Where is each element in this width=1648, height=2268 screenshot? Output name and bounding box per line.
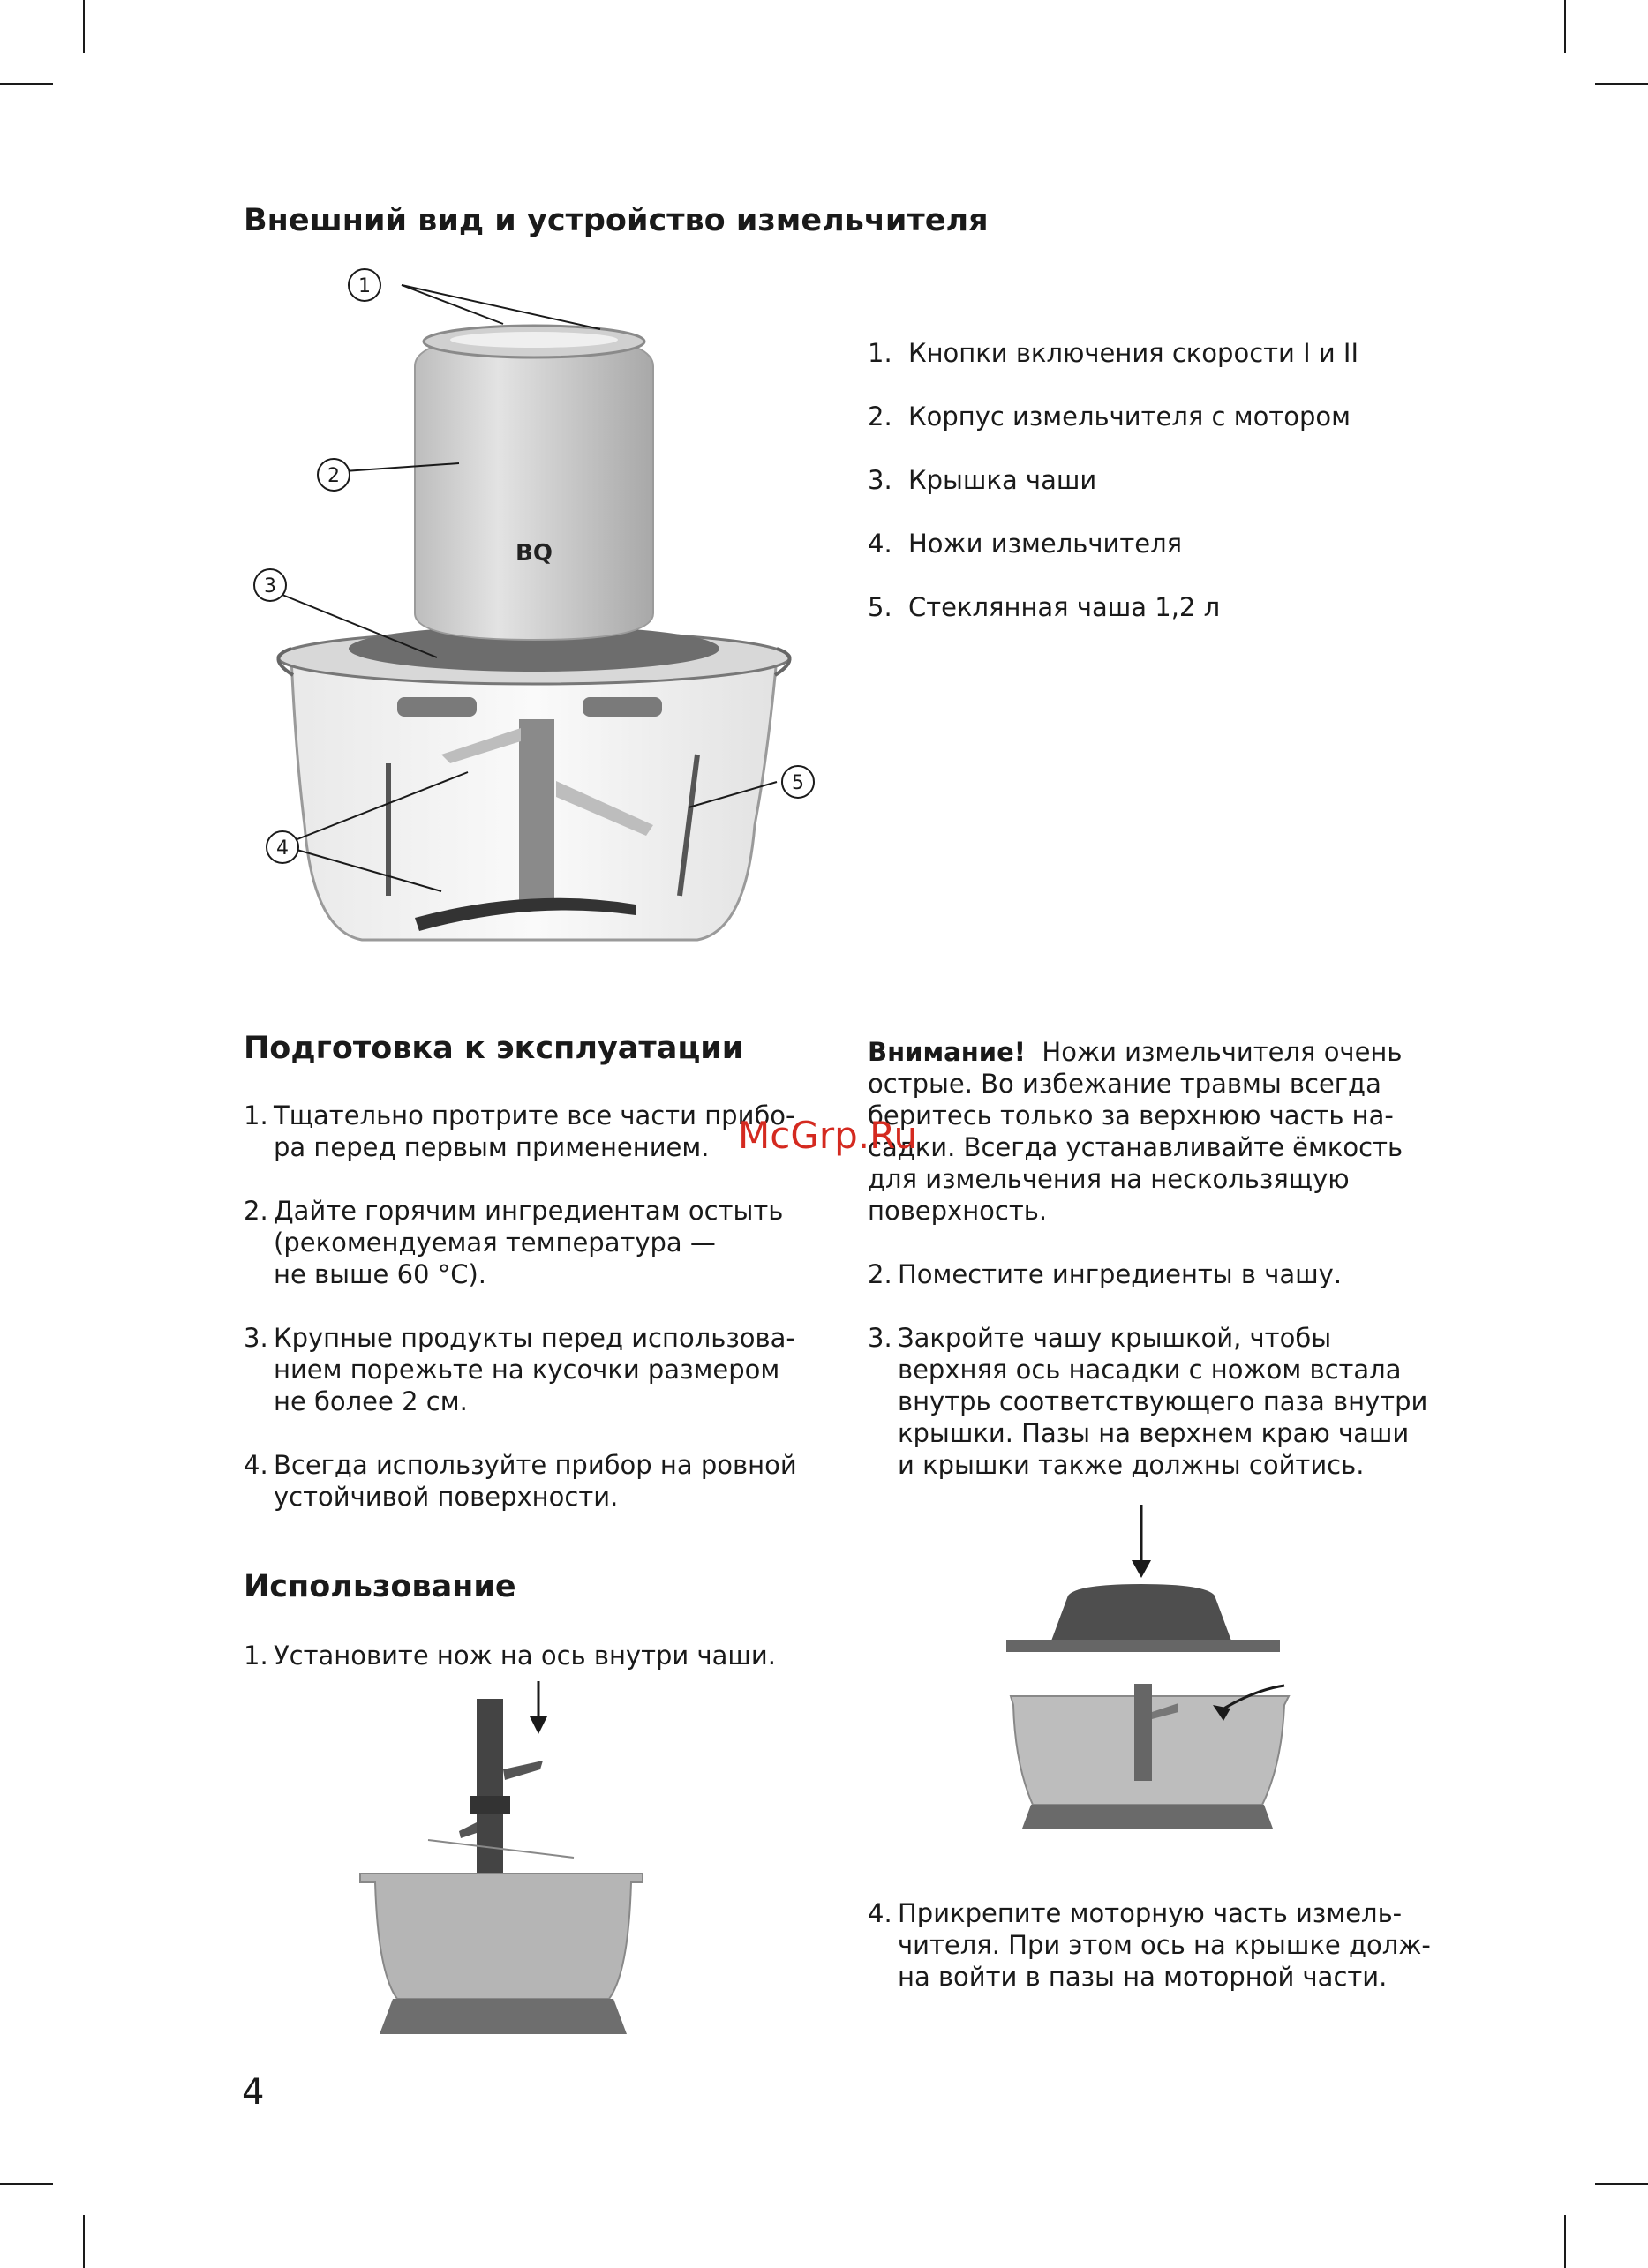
- crop-mark: [83, 2215, 85, 2268]
- chopper-illustration: [238, 260, 839, 975]
- brand-logo: BQ: [515, 540, 553, 567]
- list-text: Дайте горячим ингредиентам остыть (рекомендуемая температура — не выше 60 °C).: [274, 1196, 784, 1289]
- callout-1: 1: [358, 275, 371, 297]
- list-number: 4.: [868, 1898, 892, 1928]
- list-number: 2.: [244, 1196, 268, 1226]
- warning-block: Внимание! Ножи измельчителя очень острые. Во избежание травмы всегда беритесь только за верхнюю часть на- садки. Всегда устанавливайте ёмкость для измельчения на нескользящую поверхность.: [868, 1037, 1403, 1226]
- list-text: Прикрепите моторную часть измель- чителя. При этом ось на крышке долж- на войти в пазы на моторной части.: [898, 1898, 1431, 1992]
- list-text: Установите нож на ось внутри чаши.: [274, 1641, 776, 1671]
- warning-label: Внимание!: [868, 1037, 1026, 1067]
- crop-mark: [83, 0, 85, 53]
- crop-mark: [1564, 0, 1566, 53]
- list-number: 3.: [868, 465, 892, 495]
- list-text: Кнопки включения скорости I и II: [908, 338, 1359, 368]
- page-number: 4: [242, 2072, 265, 2113]
- list-number: 1.: [244, 1641, 268, 1671]
- list-number: 4.: [868, 529, 892, 559]
- list-number: 1.: [244, 1100, 268, 1130]
- crop-mark: [0, 2183, 53, 2185]
- bowl-blade-illustration: [353, 1681, 653, 2052]
- list-number: 4.: [244, 1450, 268, 1480]
- crop-mark: [0, 83, 53, 85]
- list-number: 2.: [868, 1259, 892, 1289]
- watermark: McGrp.Ru: [738, 1114, 918, 1157]
- lid-bowl-illustration: [997, 1500, 1298, 1853]
- list-text: Крупные продукты перед использова- нием порежьте на кусочки размером не более 2 см.: [274, 1323, 795, 1416]
- list-text: Тщательно протрите все части прибо- ра перед первым применением.: [274, 1100, 795, 1162]
- list-text: Крышка чаши: [908, 465, 1097, 495]
- crop-mark: [1595, 2183, 1648, 2185]
- list-number: 2.: [868, 402, 892, 432]
- list-text: Стеклянная чаша 1,2 л: [908, 592, 1221, 622]
- callout-3: 3: [264, 575, 276, 597]
- crop-mark: [1564, 2215, 1566, 2268]
- heading-prep: Подготовка к эксплуатации: [244, 1031, 744, 1066]
- callout-4: 4: [276, 837, 289, 860]
- list-text: Закройте чашу крышкой, чтобы верхняя ось насадки с ножом встала внутрь соответствующего паза внутри крышки. Пазы на верхнем краю чаши и крышки также должны сойтись.: [898, 1323, 1428, 1480]
- callout-5: 5: [792, 772, 804, 794]
- heading-usage: Использование: [244, 1569, 516, 1604]
- list-number: 3.: [244, 1323, 268, 1353]
- list-text: Ножи измельчителя: [908, 529, 1183, 559]
- callout-2: 2: [327, 465, 340, 487]
- heading-appearance: Внешний вид и устройство измельчителя: [244, 203, 989, 238]
- list-number: 5.: [868, 592, 892, 622]
- crop-mark: [1595, 83, 1648, 85]
- list-number: 1.: [868, 338, 892, 368]
- list-text: Корпус измельчителя с мотором: [908, 402, 1351, 432]
- list-text: Всегда используйте прибор на ровной устойчивой поверхности.: [274, 1450, 797, 1512]
- list-number: 3.: [868, 1323, 892, 1353]
- list-text: Поместите ингредиенты в чашу.: [898, 1259, 1343, 1289]
